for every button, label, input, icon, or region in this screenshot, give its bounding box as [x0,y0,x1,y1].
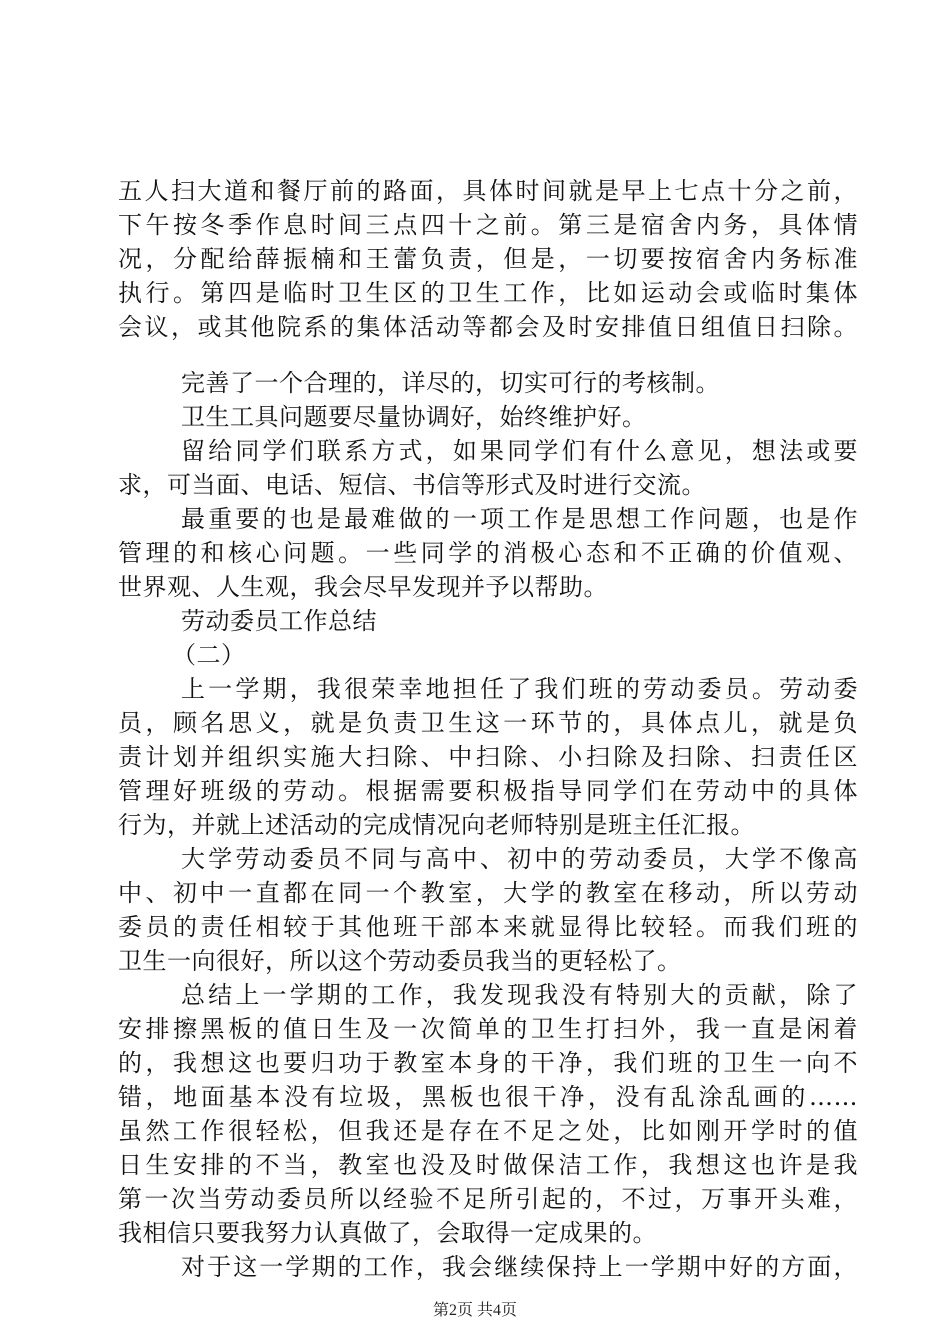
text-line: 卫生一向很好，所以这个劳动委员我当的更轻松了。 [118,947,682,975]
text-line: 下午按冬季作息时间三点四十之前。第三是宿舍内务，具体情 [118,211,858,239]
text-line: 虽然工作很轻松，但我还是存在不足之处，比如刚开学时的值 [118,1117,858,1145]
text-line: 的，我想这也要归功于教室本身的干净，我们班的卫生一向不 [118,1049,858,1077]
text-line: 求，可当面、电话、短信、书信等形式及时进行交流。 [118,471,706,499]
text-line: 错，地面基本没有垃圾，黑板也很干净，没有乱涂乱画的…… [118,1083,858,1111]
text-line: 第一次当劳动委员所以经验不足所引起的，不过，万事开头难， [118,1185,858,1213]
text-line: 日生安排的不当，教室也没及时做保洁工作，我想这也许是我 [118,1151,858,1179]
page-footer: 第2页 共4页 [432,1302,517,1319]
text-line: 世界观、人生观，我会尽早发现并予以帮助。 [118,573,608,601]
paragraph-line: 最重要的也是最难做的一项工作是思想工作问题，也是作 [181,505,858,533]
paragraph-line: 卫生工具问题要尽量协调好，始终维护好。 [181,403,647,431]
text-line: 安排擦黑板的值日生及一次简单的卫生打扫外，我一直是闲着 [118,1015,858,1043]
text-line: 管理的和核心问题。一些同学的消极心态和不正确的价值观、 [118,539,858,567]
text-line: 中、初中一直都在同一个教室，大学的教室在移动，所以劳动 [118,879,858,907]
text-line: 五人扫大道和餐厅前的路面，具体时间就是早上七点十分之前， [118,177,858,205]
text-line: 委员的责任相较于其他班干部本来就显得比较轻。而我们班的 [118,913,858,941]
paragraph-line: 对于这一学期的工作，我会继续保持上一学期中好的方面， [181,1253,858,1281]
paragraph-line: 上一学期，我很荣幸地担任了我们班的劳动委员。劳动委 [181,675,858,703]
text-line: 行为，并就上述活动的完成情况向老师特别是班主任汇报。 [118,811,755,839]
paragraph-line: 留给同学们联系方式，如果同学们有什么意见，想法或要 [181,437,858,465]
text-line: 员，顾名思义，就是负责卫生这一环节的，具体点儿，就是负 [118,709,858,737]
text-line: 我相信只要我努力认真做了，会取得一定成果的。 [118,1219,657,1247]
section-number: （二） [172,641,246,669]
text-line: 管理好班级的劳动。根据需要积极指导同学们在劳动中的具体 [118,777,858,805]
section-title: 劳动委员工作总结 [181,607,377,635]
text-line: 况，分配给薛振楠和王蕾负责，但是，一切要按宿舍内务标准 [118,245,858,273]
text-line: 责计划并组织实施大扫除、中扫除、小扫除及扫除、扫责任区 [118,743,858,771]
paragraph-line: 大学劳动委员不同与高中、初中的劳动委员，大学不像高 [181,845,858,873]
text-line: 执行。第四是临时卫生区的卫生工作，比如运动会或临时集体 [118,279,858,307]
paragraph-line: 完善了一个合理的，详尽的，切实可行的考核制。 [181,369,720,397]
text-line: 会议，或其他院系的集体活动等都会及时安排值日组值日扫除。 [118,313,858,341]
paragraph-line: 总结上一学期的工作，我发现我没有特别大的贡献，除了 [181,981,858,1009]
